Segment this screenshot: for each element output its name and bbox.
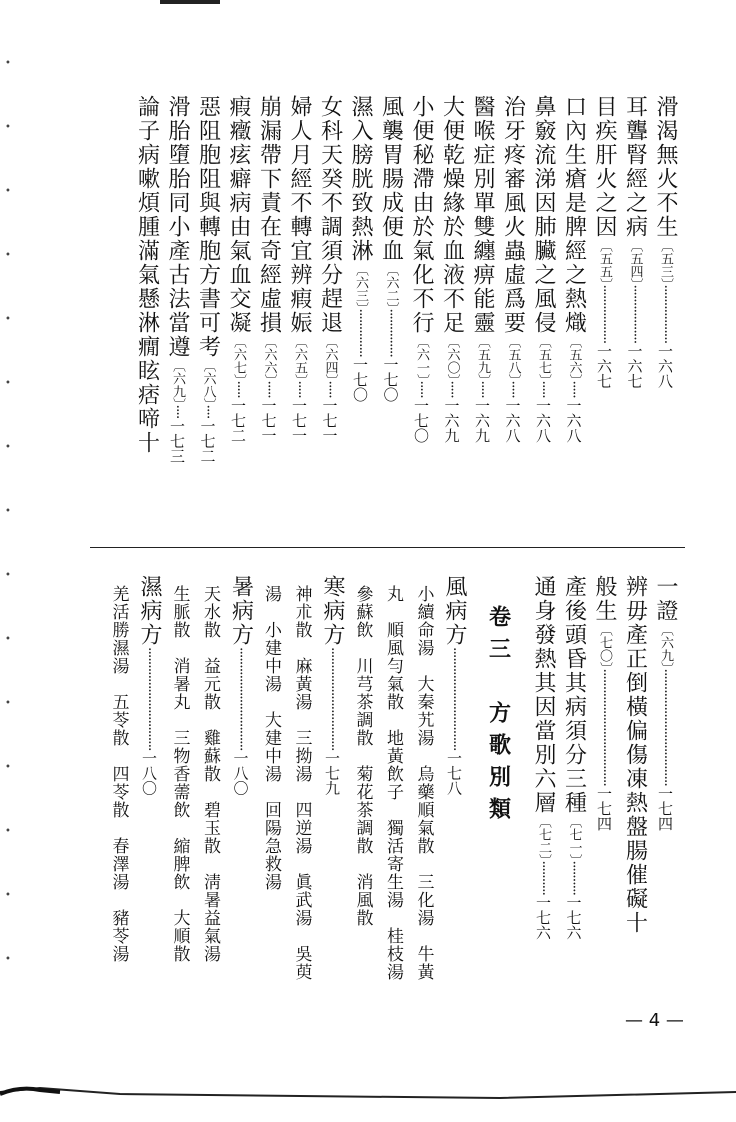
binding-dot: • (5, 250, 11, 261)
volume-heading (486, 605, 512, 1025)
toc-entry (439, 95, 465, 535)
formula-list (350, 585, 376, 1005)
volume-title: 卷三 方歌別類 (485, 605, 512, 829)
formula-names: 丸 順風勻氣散 地黃飲子 獨活寄生湯 桂枝湯 (383, 585, 403, 981)
toc-entry (622, 575, 648, 995)
toc-entry (652, 575, 678, 995)
binding-dot: • (5, 314, 11, 325)
toc-entry-title: 耳聾腎經之病 (622, 95, 648, 239)
formula-list (411, 585, 437, 1005)
formula-names: 神朮散 麻黃湯 三拗湯 四逆湯 眞武湯 吳萸 (291, 585, 312, 981)
binding-dot: • (5, 442, 11, 453)
dot-leader: ················· (596, 284, 612, 344)
toc-entry-number: 〔五四〕 (627, 239, 643, 285)
binding-dot: • (5, 186, 11, 197)
toc-entry (530, 575, 556, 995)
toc-entry-number: 〔五九〕 (475, 335, 490, 381)
toc-entry-number: 〔五三〕 (658, 239, 673, 285)
toc-entry-number: 〔六八〕 (200, 359, 216, 405)
dot-leader: ······························ (324, 647, 340, 751)
toc-entry-page: 一七三 (168, 418, 186, 464)
toc-entry-number: 〔六〇〕 (444, 335, 460, 381)
section-title: 風病方 (442, 575, 467, 647)
toc-entry-title: 鼻竅流涕因肺臟之風侵 (531, 95, 556, 335)
toc-entry (652, 95, 678, 535)
toc-entry-title: 論子病嗽煩腫滿氣懸淋癇眩痞啼十 (134, 95, 160, 455)
formula-list (167, 585, 193, 1005)
binding-dot: • (5, 954, 11, 965)
toc-entry-number: 〔五七〕 (536, 335, 551, 381)
toc-entry-number: 〔七〇〕 (597, 623, 612, 669)
toc-entry (530, 95, 556, 535)
toc-entry-page: 一六九 (473, 397, 491, 443)
binding-dot: • (5, 378, 11, 389)
dot-leader: ····· (413, 380, 429, 398)
top-edge-mark (160, 0, 220, 4)
toc-entry-page: 一七二 (198, 418, 217, 464)
section-entry (319, 575, 345, 995)
section-page: 一七八 (445, 750, 463, 796)
toc-entry-page: 一七〇 (412, 397, 430, 443)
toc-entry (408, 95, 434, 535)
binding-dot: • (5, 634, 11, 645)
toc-entry-page: 一六七 (595, 343, 613, 389)
formula-list (289, 585, 315, 1005)
dot-leader: ····· (260, 380, 277, 398)
section-page: 一八〇 (140, 750, 158, 796)
toc-entry (195, 95, 221, 535)
dot-leader: ····· (443, 380, 460, 398)
toc-entry (347, 95, 373, 535)
toc-entry (378, 95, 404, 535)
toc-entry-title: 惡阻胞阻與轉胞方書可考 (195, 95, 221, 359)
formula-list (197, 585, 223, 1005)
toc-entry-page: 一七〇 (351, 356, 369, 402)
toc-entry-title: 般生 (592, 575, 617, 623)
toc-entry (317, 95, 343, 535)
formula-names: 小續命湯 大秦艽湯 烏藥順氣散 三化湯 牛黃 (413, 585, 434, 981)
toc-entry-page: 一七一 (290, 397, 308, 443)
toc-entry-title: 濕入膀胱致熱淋 (348, 95, 373, 263)
toc-entry-title: 女科天癸不調須分趕退 (317, 95, 343, 335)
toc-entry-title: 口內生瘡是脾經之熱熾 (561, 95, 587, 335)
page-number: — 4 — (625, 1010, 684, 1031)
formula-names: 天水散 益元散 雞蘇散 碧玉散 淸暑益氣湯 (200, 585, 220, 963)
formula-names: 生脈散 消暑丸 三物香薷飲 縮脾飲 大順散 (169, 585, 190, 963)
toc-entry-page: 一七二 (229, 397, 247, 443)
toc-entry-page: 一七四 (595, 785, 613, 831)
binding-dot: • (5, 122, 11, 133)
toc-entry-page: 一六八 (534, 397, 552, 443)
toc-entry-title: 婦人月經不轉宜辨瘕娠 (287, 95, 312, 335)
binding-dot: • (5, 506, 11, 517)
dot-leader: ····· (230, 380, 246, 398)
formula-names: 參蘇飲 川芎茶調散 菊花茶調散 消風散 (352, 585, 373, 927)
toc-entry-page: 一六七 (625, 343, 644, 389)
formula-list (380, 585, 406, 1005)
dot-leader: ·········· (535, 860, 551, 896)
toc-entry-number: 〔六六〕 (261, 335, 277, 381)
toc-entry-number: 〔五五〕 (597, 239, 612, 285)
toc-entry (561, 95, 587, 535)
toc-entry-title: 風襲胃腸成便血 (378, 95, 404, 263)
binding-dot: • (5, 570, 11, 581)
toc-entry-number: 〔七一〕 (566, 815, 582, 861)
toc-entry-page: 一六八 (503, 397, 522, 443)
formula-list (258, 585, 284, 1005)
toc-entry (561, 575, 587, 995)
binding-dot: • (5, 698, 11, 709)
dot-leader: ······························ (232, 647, 249, 751)
dot-leader: ····· (321, 380, 338, 398)
toc-entry-number: 〔六三〕 (353, 263, 368, 309)
toc-entry-number: 〔五六〕 (566, 335, 582, 381)
formula-list (106, 585, 132, 1005)
binding-dot: • (5, 58, 11, 69)
binding-dot: • (5, 762, 11, 773)
toc-entry (591, 575, 617, 995)
toc-entry-page: 一六八 (656, 343, 674, 389)
dot-leader: ················· (657, 284, 673, 344)
toc-entry-page: 一七〇 (381, 356, 400, 402)
section-entry (228, 575, 254, 995)
section-title: 暑病方 (228, 575, 254, 647)
toc-entry-page: 一六八 (564, 397, 583, 443)
dot-leader: ·········· (565, 860, 582, 896)
toc-entry-title: 醫喉症別單雙纏痹能靈 (470, 95, 495, 335)
toc-entry-page: 一七四 (656, 785, 674, 831)
binding-dot: • (5, 890, 11, 901)
section-title: 濕病方 (137, 575, 162, 647)
toc-entry-title: 小便秘滯由於氣化不行 (409, 95, 434, 335)
section-title: 寒病方 (320, 575, 345, 647)
toc-entry-title: 通身發熱其因當別六層 (531, 575, 556, 815)
toc-entry-title: 滑渴無火不生 (653, 95, 678, 239)
dot-leader: ···· (169, 404, 185, 419)
toc-entry-title: 滑胎墮胎同小產古法當遵 (165, 95, 190, 359)
toc-entry-number: 〔七二〕 (536, 815, 551, 861)
toc-entry (164, 95, 190, 535)
binding-dot: • (5, 826, 11, 837)
toc-entry-page: 一七一 (320, 397, 339, 443)
toc-entry (225, 95, 251, 535)
toc-entry-number: 〔六九〕 (170, 359, 185, 405)
toc-entry-title: 一證 (653, 575, 678, 623)
toc-entry-title: 辨毋產正倒橫偏傷凍熱盤腸催礙十 (622, 575, 648, 935)
toc-entry-title: 治牙疼審風火蟲虛爲要 (500, 95, 526, 335)
toc-entry-number: 〔六九〕 (658, 623, 673, 669)
toc-entry-page: 一七六 (564, 895, 583, 941)
toc-entry-page: 一七六 (534, 895, 552, 941)
dot-leader: ·································· (596, 668, 612, 786)
toc-entry-number: 〔六二〕 (383, 263, 399, 309)
dot-leader: ·············· (352, 308, 368, 357)
section-page: 一七九 (323, 750, 341, 796)
toc-entry-title: 瘕癥痃癖病由氣血交凝 (226, 95, 251, 335)
toc-entry-page: 一七一 (259, 397, 278, 443)
toc-entry (622, 95, 648, 535)
toc-entry-number: 〔六五〕 (292, 335, 307, 381)
toc-entry (500, 95, 526, 535)
toc-entry-title: 崩漏帶下責在奇經虛損 (256, 95, 282, 335)
formula-names: 羌活勝濕湯 五苓散 四苓散 春澤湯 豬苓湯 (108, 585, 129, 963)
section-page: 一八〇 (231, 750, 250, 796)
dot-leader: ····· (474, 380, 490, 398)
dot-leader: ················· (626, 284, 643, 344)
toc-entry (591, 95, 617, 535)
dot-leader: ···· (199, 404, 216, 419)
toc-entry (256, 95, 282, 535)
bottom-scan-edge (0, 1080, 736, 1108)
dot-leader: ·············· (382, 308, 399, 357)
section-entry (136, 575, 162, 995)
dot-leader: ····· (535, 380, 551, 398)
toc-entry-number: 〔五八〕 (505, 335, 521, 381)
toc-entry-title: 大便乾燥緣於血液不足 (439, 95, 465, 335)
toc-entry-page: 一六九 (442, 397, 461, 443)
toc-entry-title: 目疾肝火之因 (592, 95, 617, 239)
formula-names: 湯 小建中湯 大建中湯 回陽急救湯 (261, 585, 281, 891)
dot-leader: ······························ (446, 647, 462, 751)
toc-entry (286, 95, 312, 535)
dot-leader: ····· (504, 380, 521, 398)
dot-leader: ····· (291, 380, 307, 398)
toc-entry-number: 〔六四〕 (322, 335, 338, 381)
toc-entry-title: 產後頭昏其病須分三種 (561, 575, 587, 815)
dot-leader: ····· (565, 380, 582, 398)
section-divider (90, 547, 685, 548)
toc-entry (134, 95, 160, 535)
toc-entry-number: 〔六一〕 (414, 335, 429, 381)
dot-leader: ·································· (657, 668, 673, 786)
toc-entry-number: 〔六七〕 (231, 335, 246, 381)
section-entry (441, 575, 467, 995)
dot-leader: ······························ (141, 647, 157, 751)
toc-entry (469, 95, 495, 535)
